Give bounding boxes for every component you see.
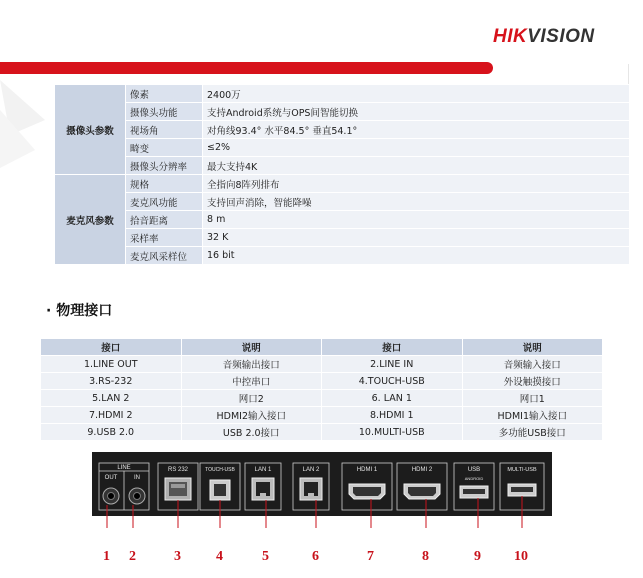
spec-key: 摄像头分辨率 xyxy=(126,157,203,175)
label-android: ANDROID xyxy=(464,476,484,481)
hdmi1-port-icon xyxy=(349,484,385,499)
table-row xyxy=(41,373,603,390)
line-in-jack-icon xyxy=(129,488,145,504)
table-cell: 7.HDMI 2 xyxy=(41,407,182,424)
table-cell: 音频输入接口 xyxy=(462,356,603,373)
multi-usb-port-icon xyxy=(508,484,536,496)
callout-number-1: 1 xyxy=(103,549,110,564)
column-header: 说明 xyxy=(181,339,322,356)
label-lan2: LAN 2 xyxy=(302,467,320,473)
spec-value: ≤2% xyxy=(203,139,630,157)
section-title xyxy=(46,300,112,320)
callout-number-6: 6 xyxy=(312,549,319,564)
spec-key: 麦克风功能 xyxy=(126,193,203,211)
label-line: LINE xyxy=(117,465,131,471)
logo-hik: HIK xyxy=(493,26,528,47)
spec-value: 32 K xyxy=(203,229,630,247)
callout-number-4: 4 xyxy=(216,549,223,564)
table-cell: HDMI2输入接口 xyxy=(181,407,322,424)
table-row xyxy=(41,407,603,424)
label-usb: USB xyxy=(467,467,481,473)
spec-value: 8 m xyxy=(203,211,630,229)
table-cell: 音频输出接口 xyxy=(181,356,322,373)
label-in: IN xyxy=(134,475,140,481)
spec-group-camera: 摄像头参数 xyxy=(55,85,126,175)
table-cell: 1.LINE OUT xyxy=(41,356,182,373)
column-header: 说明 xyxy=(462,339,603,356)
callout-number-3: 3 xyxy=(174,549,181,564)
table-row xyxy=(55,103,630,121)
table-cell: 5.LAN 2 xyxy=(41,390,182,407)
table-row xyxy=(55,157,630,175)
table-row xyxy=(41,424,603,441)
spec-key: 像素 xyxy=(126,85,203,103)
header-red-bar xyxy=(0,62,493,74)
spec-value: 最大支持4K xyxy=(203,157,630,175)
table-row xyxy=(55,211,630,229)
table-row xyxy=(41,356,603,373)
label-lan1: LAN 1 xyxy=(254,467,272,473)
callout-number-2: 2 xyxy=(129,549,136,564)
spec-value: 支持回声消除，智能降噪 xyxy=(203,193,630,211)
table-row xyxy=(55,193,630,211)
table-cell: HDMI1输入接口 xyxy=(462,407,603,424)
callout-number-9: 9 xyxy=(474,549,481,564)
hikvision-logo xyxy=(493,26,595,48)
table-row xyxy=(55,85,630,103)
table-header-row xyxy=(41,339,603,356)
spec-key: 采样率 xyxy=(126,229,203,247)
spec-key: 规格 xyxy=(126,175,203,193)
table-cell: USB 2.0接口 xyxy=(181,424,322,441)
column-header: 接口 xyxy=(41,339,182,356)
callout-number-10: 10 xyxy=(514,549,528,564)
lan1-port-icon xyxy=(252,478,274,500)
column-header: 接口 xyxy=(322,339,463,356)
label-out: OUT xyxy=(104,475,118,481)
label-hdmi2: HDMI 2 xyxy=(411,467,433,473)
table-cell: 中控串口 xyxy=(181,373,322,390)
hdmi2-port-icon xyxy=(404,484,440,499)
section-title-text: 物理接口 xyxy=(56,303,113,319)
table-cell: 6. LAN 1 xyxy=(322,390,463,407)
table-cell: 9.USB 2.0 xyxy=(41,424,182,441)
line-out-jack-icon xyxy=(103,488,119,504)
spec-value: 16 bit xyxy=(203,247,630,265)
table-row xyxy=(55,247,630,265)
label-rs232: RS 232 xyxy=(167,467,189,473)
io-panel-diagram xyxy=(92,452,552,516)
table-cell: 多功能USB接口 xyxy=(462,424,603,441)
rs232-port-icon xyxy=(165,478,191,500)
spec-key: 麦克风采样位 xyxy=(126,247,203,265)
callout-number-5: 5 xyxy=(262,549,269,564)
callout-number-8: 8 xyxy=(422,549,429,564)
spec-key: 畸变 xyxy=(126,139,203,157)
usb-port-icon xyxy=(460,486,488,498)
spec-value: 2400万 xyxy=(203,85,630,103)
spec-value: 对角线93.4° 水平84.5° 垂直54.1° xyxy=(203,121,630,139)
spec-key: 摄像头功能 xyxy=(126,103,203,121)
table-row xyxy=(55,175,630,193)
spec-key: 拾音距离 xyxy=(126,211,203,229)
leader-lines-lower xyxy=(92,516,552,528)
bullet-icon: · xyxy=(46,303,57,319)
watermark-decoration xyxy=(0,80,60,170)
touch-usb-port-icon xyxy=(210,480,230,500)
table-row xyxy=(55,121,630,139)
table-cell: 网口1 xyxy=(462,390,603,407)
table-cell: 2.LINE IN xyxy=(322,356,463,373)
ports-table xyxy=(40,338,603,441)
table-cell: 8.HDMI 1 xyxy=(322,407,463,424)
spec-value: 全指向8阵列排布 xyxy=(203,175,630,193)
callout-number-7: 7 xyxy=(367,549,374,564)
spec-group-microphone: 麦克风参数 xyxy=(55,175,126,265)
table-cell: 外设触摸接口 xyxy=(462,373,603,390)
table-row xyxy=(55,229,630,247)
table-cell: 4.TOUCH-USB xyxy=(322,373,463,390)
spec-value: 支持Android系统与OPS间智能切换 xyxy=(203,103,630,121)
table-row xyxy=(55,139,630,157)
table-cell: 10.MULTI-USB xyxy=(322,424,463,441)
label-hdmi1: HDMI 1 xyxy=(356,467,378,473)
spec-table xyxy=(54,84,630,265)
spec-key: 视场角 xyxy=(126,121,203,139)
table-cell: 网口2 xyxy=(181,390,322,407)
logo-vision: VISION xyxy=(527,26,595,47)
label-touch-usb: TOUCH-USB xyxy=(205,467,235,473)
lan2-port-icon xyxy=(300,478,322,500)
table-cell: 3.RS-232 xyxy=(41,373,182,390)
label-multi-usb: MULTI-USB xyxy=(507,467,537,473)
table-row xyxy=(41,390,603,407)
